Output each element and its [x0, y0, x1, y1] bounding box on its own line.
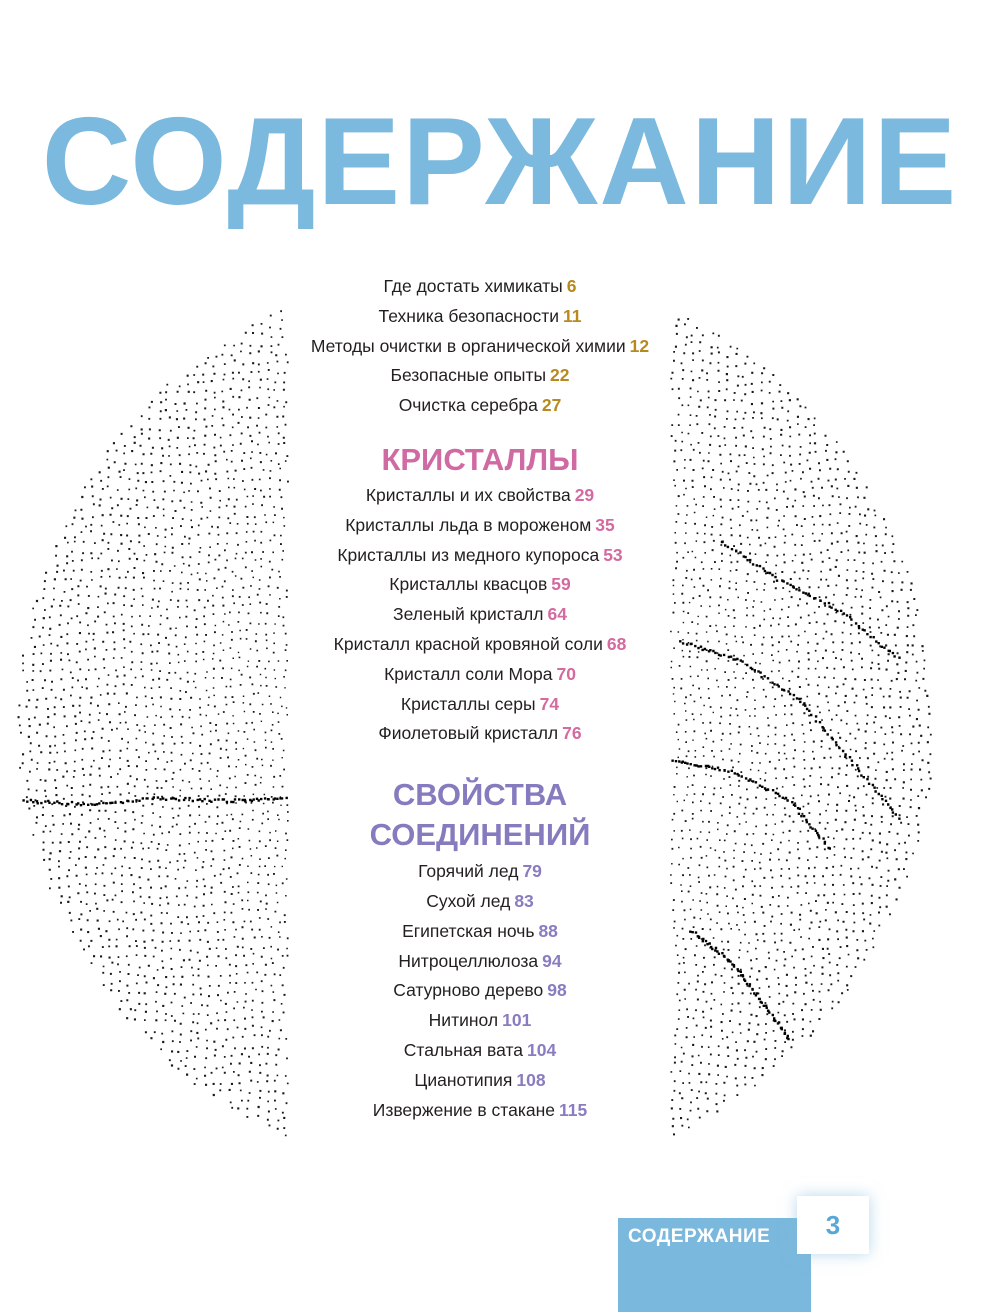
toc-entry-label: Стальная вата	[403, 1039, 524, 1060]
toc-entry-label: Зеленый кристалл	[393, 604, 544, 625]
toc-section-general	[280, 272, 680, 421]
toc-entry-label: Сухой лед	[426, 890, 511, 911]
toc-entry[interactable]	[280, 272, 680, 302]
toc-entry-page: 79	[522, 861, 542, 882]
toc-entry-page: 115	[559, 1099, 588, 1120]
toc-entry-label: Сатурново дерево	[393, 980, 544, 1001]
toc-entry[interactable]	[280, 570, 680, 600]
toc-entry-page: 64	[547, 604, 567, 625]
page-title: СОДЕРЖАНИЕ	[41, 93, 959, 231]
toc-entry-label: Египетская ночь	[402, 920, 535, 941]
toc-entry[interactable]	[280, 630, 680, 660]
toc-entry[interactable]	[280, 887, 680, 917]
toc-entry-page: 59	[551, 574, 571, 595]
toc-entry[interactable]	[280, 1006, 680, 1036]
toc-entry-page: 98	[547, 980, 567, 1001]
toc-entry-page: 12	[629, 335, 650, 356]
toc-entry-label: Кристаллы льда в мороженом	[345, 514, 592, 535]
toc-entry-page: 94	[542, 950, 562, 971]
toc-entry-label: Кристаллы и их свойства	[365, 484, 571, 505]
toc-entry[interactable]	[280, 719, 680, 749]
toc-entry-label: Кристаллы квасцов	[389, 574, 548, 595]
toc-entry-label: Горячий лед	[418, 861, 519, 882]
toc-entry-page: 76	[562, 723, 582, 744]
section-heading-properties: СВОЙСТВА СОЕДИНЕНИЙ	[369, 777, 591, 853]
toc-entry-page: 70	[556, 663, 576, 684]
toc-entry-page: 108	[516, 1069, 546, 1090]
toc-entry-label: Кристаллы серы	[400, 693, 536, 714]
toc-entry-page: 83	[514, 890, 534, 911]
toc-entry-label: Нитинол	[428, 1010, 499, 1031]
toc-entry-label: Методы очистки в органической химии	[310, 335, 626, 356]
toc-entry[interactable]	[280, 511, 680, 541]
toc-entry-label: Фиолетовый кристалл	[378, 723, 559, 744]
toc-entry-page: 68	[606, 633, 627, 654]
toc-entry[interactable]	[280, 361, 680, 391]
toc-entry-label: Кристалл соли Мора	[384, 663, 553, 684]
toc-entry-page: 6	[566, 276, 577, 296]
toc-entry[interactable]	[280, 1066, 680, 1096]
toc-entry-label: Кристаллы из медного купороса	[337, 544, 600, 565]
toc-entry-label: Безопасные опыты	[390, 365, 547, 386]
toc-entry[interactable]	[280, 391, 680, 421]
toc-entry-page: 27	[541, 395, 562, 416]
toc-entry[interactable]	[280, 600, 680, 630]
toc-entry[interactable]	[280, 302, 680, 332]
toc-entry-page: 29	[574, 484, 595, 505]
toc-entry-label: Цианотипия	[414, 1069, 513, 1090]
toc-entry-page: 104	[527, 1039, 557, 1060]
toc-entry-page: 101	[502, 1010, 532, 1031]
toc-entry[interactable]	[280, 976, 680, 1006]
toc-entry-page: 74	[539, 693, 560, 714]
toc-entry[interactable]	[280, 857, 680, 887]
toc-entry[interactable]	[280, 690, 680, 720]
toc-entry-page: 88	[538, 920, 558, 941]
toc-entry-page: 11	[563, 305, 582, 326]
page-number: 3	[797, 1196, 869, 1254]
toc-section-properties	[280, 775, 680, 1125]
toc-entry[interactable]	[280, 1096, 680, 1126]
toc-entry-label: Нитроцеллюлоза	[398, 950, 539, 971]
toc-entry-label: Очистка серебра	[398, 395, 538, 416]
toc-entry-label: Кристалл красной кровяной соли	[333, 633, 603, 654]
toc-entry-label: Извержение в стакане	[372, 1099, 556, 1120]
footer-section-label: СОДЕРЖАНИЕ	[628, 1226, 771, 1247]
table-of-contents	[280, 272, 680, 1125]
toc-section-crystals	[280, 441, 680, 749]
toc-entry-page: 53	[603, 544, 623, 565]
toc-entry[interactable]	[280, 481, 680, 511]
toc-entry[interactable]	[280, 1036, 680, 1066]
toc-entry-page: 22	[550, 365, 570, 386]
toc-entry-page: 35	[595, 514, 615, 535]
toc-entry[interactable]	[280, 917, 680, 947]
toc-entry[interactable]	[280, 332, 680, 362]
toc-entry-label: Техника безопасности	[378, 305, 559, 326]
toc-entry[interactable]	[280, 541, 680, 571]
section-heading-crystals: КРИСТАЛЛЫ	[381, 441, 579, 477]
toc-entry[interactable]	[280, 660, 680, 690]
toc-entry-label: Где достать химикаты	[383, 276, 563, 296]
toc-entry[interactable]	[280, 947, 680, 977]
